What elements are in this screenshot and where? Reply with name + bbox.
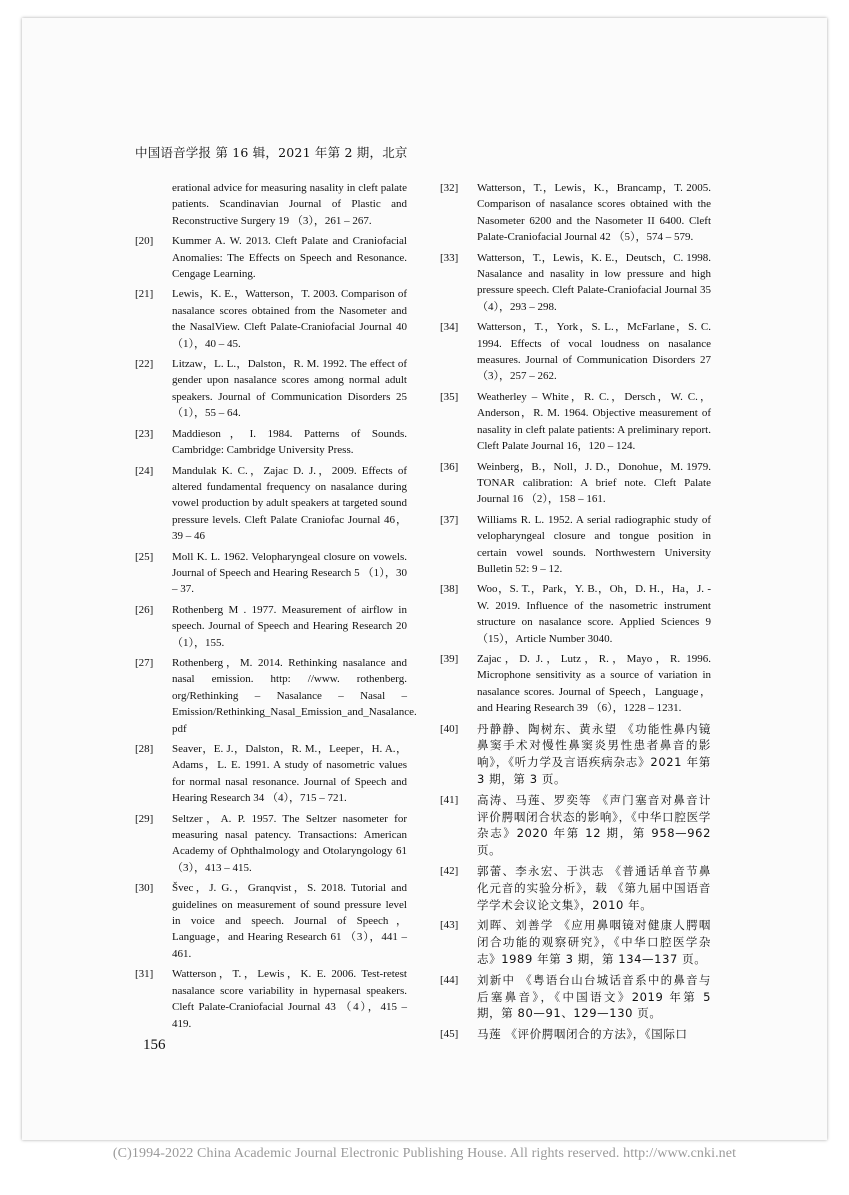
- reference-text: Moll K. L. 1962. Velopharyngeal closure on vowels. Journal of Speech and Hearing Research 5 （1），30 – 37.: [172, 550, 407, 596]
- reference-entry: [135, 966, 407, 1032]
- reference-entry: [440, 863, 711, 913]
- reference-text: 刘新中 《粤语台山台城话音系中的鼻音与后塞鼻音》，《中国语文》2019 年第 5 期，第 80—91、129—130 页。: [477, 972, 711, 1021]
- reference-entry: [440, 319, 711, 385]
- reference-text: Lewis，K. E.，Watterson，T. 2003. Comparison of nasalance scores obtained from the Nasometer and the NasalView. Cleft Palate-Craniofacial Journal 40 （1），40 – 45.: [172, 288, 407, 350]
- reference-entry: [440, 917, 711, 967]
- reference-number: [35]: [440, 390, 459, 403]
- reference-entry: [135, 655, 417, 737]
- reference-text: Seaver，E. J.，Dalston，R. M.，Leeper，H. A.，Adams，L. E. 1991. A study of nasometric values for normal nasal resonance. Journal of Speech and Hearing Research 34 （4），715 – 721.: [172, 743, 407, 805]
- reference-text: 郭蕾、李永宏、于洪志 《普通话单音节鼻化元音的实验分析》，载 《第九届中国语音学学术会议论文集》，2010 年。: [477, 863, 711, 912]
- reference-number: [21]: [135, 288, 154, 301]
- reference-number: [34]: [440, 321, 459, 334]
- left-reference-column: [135, 180, 417, 1036]
- reference-entry: [135, 233, 407, 282]
- reference-entry: [135, 811, 407, 877]
- reference-number: [45]: [440, 1028, 459, 1041]
- reference-number: [33]: [440, 251, 459, 264]
- reference-entry: [440, 1026, 711, 1043]
- reference-entry: [440, 972, 711, 1022]
- reference-text: Watterson，T.，Lewis，K. E.，Deutsch，C. 1998. Nasalance and nasality in low pressure and high pressure speech. Cleft Palate-Craniofacial Journal 35 （4），293 – 298.: [477, 251, 711, 313]
- reference-entry: [135, 426, 407, 459]
- reference-number: [26]: [135, 603, 154, 616]
- reference-number: [39]: [440, 652, 459, 665]
- reference-number: [32]: [440, 182, 459, 194]
- reference-entry: [440, 581, 711, 647]
- left-reference-list: [135, 233, 417, 1032]
- reference-text: Williams R. L. 1952. A serial radiographic study of velopharyngeal closure and tongue position in certain vowel sounds. Northwestern University Bulletin 52: 9 – 12.: [477, 513, 711, 575]
- reference-text: 丹静静、陶树东、黄永望 《功能性鼻内镜鼻窦手术对慢性鼻窦炎男性患者鼻音的影响》，《听力学及言语疾病杂志》2021 年第 3 期，第 3 页。: [477, 721, 711, 786]
- reference-entry: [135, 356, 407, 422]
- reference-number: [43]: [440, 919, 459, 932]
- reference-entry: [135, 741, 407, 807]
- reference-text: Watterson，T.，Lewis，K. E. 2006. Test-retest nasalance score variability in hypernasal speakers. Cleft Palate-Craniofacial Journal 43 （4），415 – 419.: [172, 968, 407, 1030]
- reference-number: [28]: [135, 743, 154, 755]
- right-reference-column: [440, 180, 711, 1047]
- reference-number: [38]: [440, 583, 459, 596]
- reference-text: Weatherley – White，R. C.，Dersch，W. C.，Anderson，R. M. 1964. Objective measurement of nasality in cleft palate patients: A preliminary report. Cleft Palate Journal 16，120 – 124.: [477, 390, 711, 453]
- reference-entry: [440, 389, 711, 455]
- reference-number: [22]: [135, 358, 154, 371]
- reference-number: [41]: [440, 793, 459, 806]
- reference-entry: [135, 602, 407, 651]
- reference-text: Maddieson，I. 1984. Patterns of Sounds. Cambridge: Cambridge University Press.: [172, 427, 407, 457]
- reference-number: [44]: [440, 973, 459, 986]
- reference-text: Švec，J. G.，Granqvist，S. 2018. Tutorial and guidelines on measurement of sound pressure level in voice and speech. Journal of Speech，Language，and Hearing Research 61 （3），441 – 461.: [172, 882, 407, 960]
- reference-text: Weinberg，B.，Noll，J. D.，Donohue，M. 1979. TONAR calibration: A brief note. Cleft Palate Journal 16 （2），158 – 161.: [477, 460, 711, 506]
- reference-text: Litzaw，L. L.，Dalston，R. M. 1992. The effect of gender upon nasalance scores among normal adult speakers. Journal of Communication Disorders 25 （1），55 – 64.: [172, 358, 407, 420]
- reference-continuation: erational advice for measuring nasality in cleft palate patients. Scandinavian Journal of Plastic and Reconstructive Surgery 19 （3），261 – 267.: [172, 182, 407, 227]
- reference-entry: [135, 286, 407, 352]
- reference-text: Seltzer，A. P. 1957. The Seltzer nasometer for measuring nasal patency. Transactions: American Academy of Ophthalmology and Otolaryngology 61 （3），413 – 415.: [172, 812, 407, 874]
- reference-number: [23]: [135, 427, 154, 440]
- reference-entry: [440, 792, 711, 859]
- reference-number: [30]: [135, 882, 154, 895]
- reference-entry: [440, 250, 711, 316]
- reference-entry: [135, 549, 407, 598]
- reference-text: Kummer A. W. 2013. Cleft Palate and Craniofacial Anomalies: The Effects on Speech and Resonance. Cengage Learning.: [172, 235, 407, 281]
- page-number: 156: [143, 1037, 166, 1053]
- reference-text: Mandulak K. C.，Zajac D. J.，2009. Effects of altered fundamental frequency on nasalance during vowel production by adult speakers at targeted sound pressure levels. Cleft Palate Craniofac Journal 46，39 – 46: [172, 464, 407, 543]
- reference-text: 刘晖、刘善学 《应用鼻咽镜对健康人腭咽闭合功能的观察研究》，《中华口腔医学杂志》1989 年第 3 期，第 134—137 页。: [477, 918, 711, 966]
- reference-entry: [135, 880, 407, 962]
- reference-entry: [440, 459, 711, 508]
- reference-number: [31]: [135, 968, 154, 981]
- copyright-notice: (C)1994-2022 China Academic Journal Electronic Publishing House. All rights reserved. http://www.cnki.net: [112, 1146, 737, 1161]
- reference-number: [36]: [440, 460, 459, 473]
- reference-number: [25]: [135, 550, 154, 563]
- reference-number: [37]: [440, 513, 459, 526]
- reference-number: [42]: [440, 864, 459, 877]
- reference-entry: [440, 512, 711, 578]
- reference-number: [27]: [135, 656, 154, 669]
- reference-number: [24]: [135, 464, 154, 477]
- reference-text: Rothenberg，M. 2014. Rethinking nasalance and nasal emission. http: //www. rothenberg. org/Rethinking – Nasalance – Nasal – Emission/Rethinking_Nasal_Emission_and_Nasalance. pdf: [172, 656, 417, 735]
- running-header: 中国语音学报 第 16 辑，2021 年第 2 期，北京: [135, 145, 408, 160]
- reference-text: 马莲 《评价腭咽闭合的方法》，《国际口: [477, 1027, 688, 1042]
- reference-entry: [440, 651, 711, 717]
- reference-text: Zajac，D. J.，Lutz，R.，Mayo，R. 1996. Microphone sensitivity as a source of variation in nasalance scores. Journal of Speech，Language，and Hearing Research 39 （6），1228 – 1231.: [477, 652, 711, 715]
- reference-text: 高涛、马莲、罗奕等 《声门塞音对鼻音计评价腭咽闭合状态的影响》，《中华口腔医学杂志》2020 年第 12 期，第 958—962 页。: [477, 792, 711, 858]
- reference-text: Rothenberg M . 1977. Measurement of airflow in speech. Journal of Speech and Hearing Research 20 （1），155.: [172, 603, 407, 649]
- reference-entry: [440, 180, 711, 246]
- reference-text: Watterson，T.，York，S. L.，McFarlane，S. C. 1994. Effects of vocal loudness on nasalance measures. Journal of Communication Disorders 27 （3），257 – 262.: [477, 321, 711, 383]
- reference-text: Watterson，T.，Lewis，K.，Brancamp，T. 2005. Comparison of nasalance scores obtained with the Nasometer 6200 and the Nasometer II 6400. Cleft Palate-Craniofacial Journal 42 （5），574 – 579.: [477, 182, 711, 244]
- right-reference-list: [440, 180, 711, 1043]
- reference-entry: [440, 721, 711, 788]
- reference-number: [29]: [135, 812, 154, 825]
- reference-number: [20]: [135, 235, 154, 248]
- reference-text: Woo，S. T.，Park，Y. B.，Oh，D. H.，Ha，J. -W. 2019. Influence of the nasometric instrument structure on nasalance score. Applied Sciences 9 （15），Article Number 3040.: [477, 583, 711, 645]
- reference-number: [40]: [440, 722, 459, 735]
- reference-entry: [135, 463, 407, 545]
